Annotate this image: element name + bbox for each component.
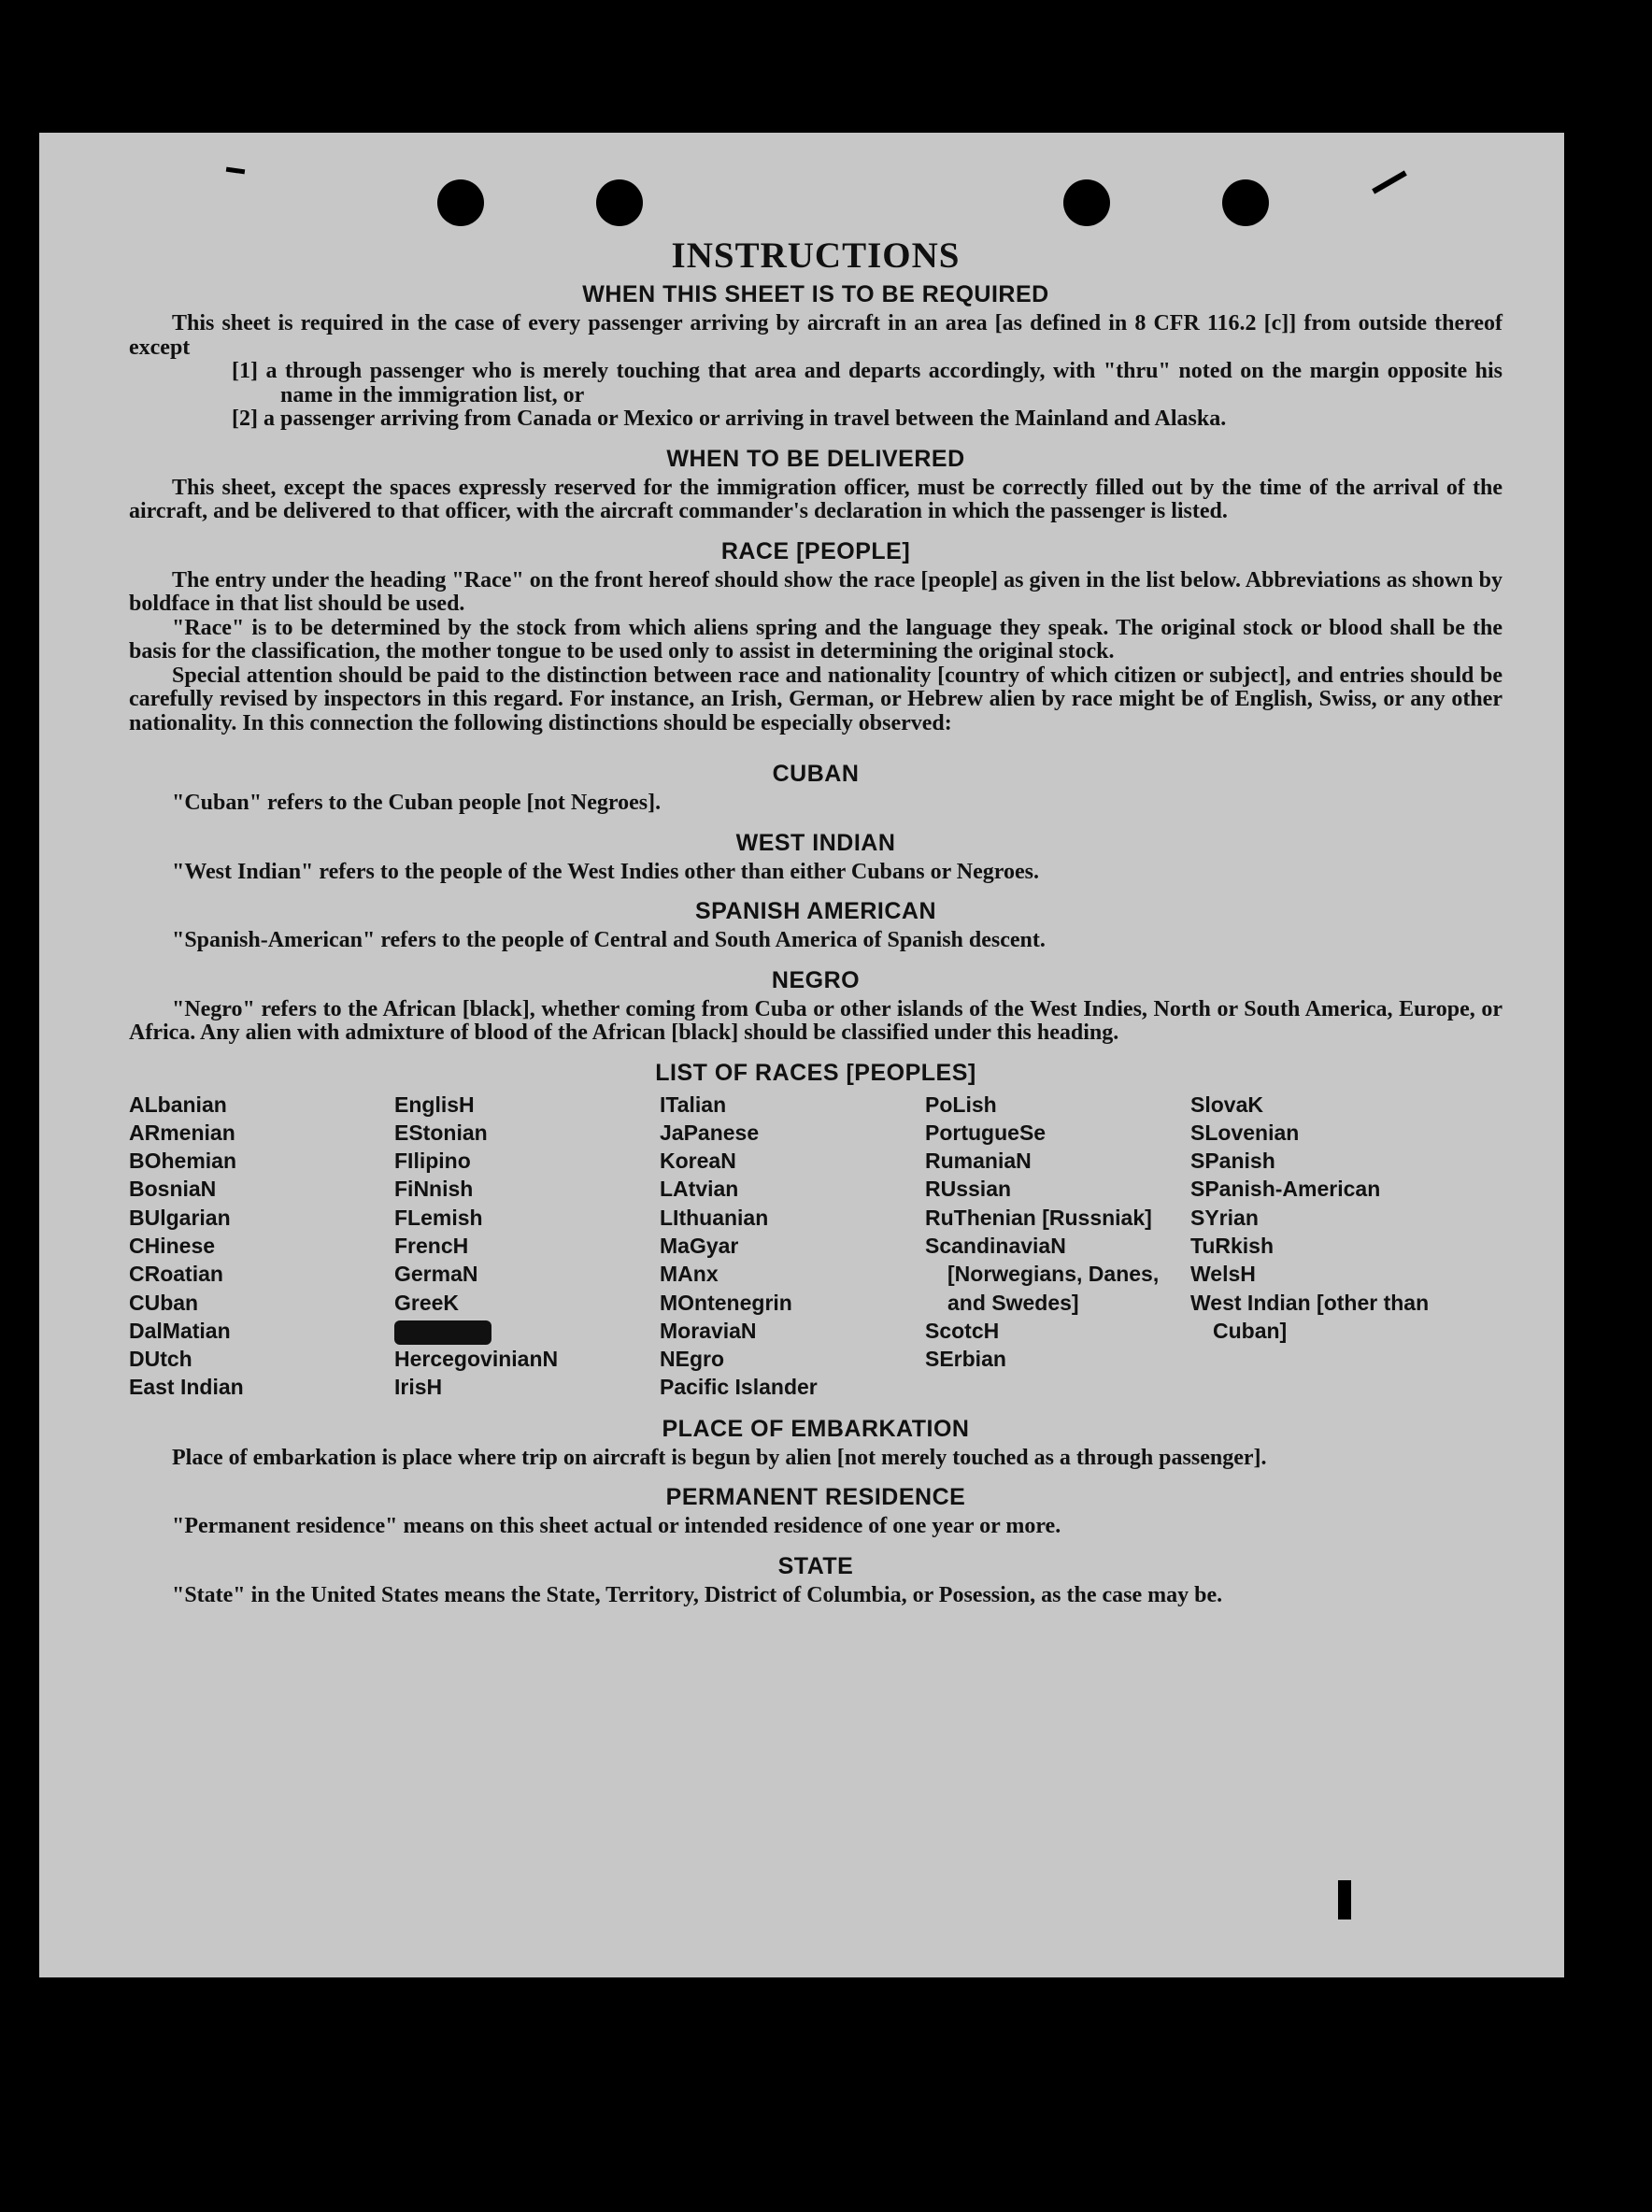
- heading-embarkation: PLACE OF EMBARKATION: [662, 1415, 970, 1442]
- race-item: SYrian: [1190, 1205, 1259, 1230]
- race-item: ALbanian: [129, 1092, 227, 1117]
- race-item: HercegovinianN: [394, 1347, 559, 1372]
- heading-race: RACE [PEOPLE]: [720, 537, 911, 564]
- race-item: ScandinaviaN [Norwegians, Danes, and Swedes]: [925, 1233, 1160, 1315]
- race-item: FLemish: [394, 1205, 483, 1230]
- race-item: TuRkish: [1190, 1233, 1275, 1258]
- races-column-4: [925, 1091, 1190, 1402]
- race-item: MoraviaN: [660, 1318, 757, 1343]
- race-item: East Indian: [129, 1375, 244, 1400]
- punch-hole-1: [437, 179, 484, 226]
- negro-text: "Negro" refers to the African [black], whether coming from Cuba or other islands of the West Indies, North or South America, Europe, or Africa. Any alien with admixture of blood of the African [black] should be classified under this heading.: [129, 996, 1502, 1045]
- race-item: RUssian: [925, 1177, 1012, 1202]
- race-item: MOntenegrin: [660, 1290, 792, 1315]
- exception-2: [2] a passenger arriving from Canada or Mexico or arriving in travel between the Mainland and Alaska.: [232, 407, 1227, 431]
- ink-mark-top-left: [226, 167, 246, 175]
- races-column-2: [394, 1091, 660, 1402]
- cuban-text: "Cuban" refers to the Cuban people [not Negroes].: [172, 791, 662, 815]
- race-item: NEgro: [660, 1347, 724, 1372]
- race-paragraph-2: "Race" is to be determined by the stock from which aliens spring and the language they speak. The original stock or blood shall be the basis for the classification, the mother tongue to be used only to assist in determining the original stock.: [129, 615, 1502, 664]
- punch-hole-3: [1063, 179, 1110, 226]
- race-item: MaGyar: [660, 1233, 739, 1258]
- race-item: FrencH: [394, 1233, 469, 1258]
- heading-when-delivered: WHEN TO BE DELIVERED: [666, 445, 965, 472]
- race-item: BUlgarian: [129, 1205, 231, 1230]
- race-item: ITalian: [660, 1092, 727, 1117]
- race-item: SlovaK: [1190, 1092, 1263, 1117]
- ink-mark-top-right: [1372, 170, 1407, 193]
- heading-spanish-american: SPANISH AMERICAN: [694, 898, 936, 924]
- race-item-redacted: [394, 1317, 660, 1345]
- race-item: EStonian: [394, 1120, 488, 1145]
- state-text: "State" in the United States means the State, Territory, District of Columbia, or Posession, as the case may be.: [172, 1582, 1223, 1607]
- race-item: EnglisH: [394, 1092, 475, 1117]
- race-item: IrisH: [394, 1375, 443, 1400]
- race-paragraph-3: Special attention should be paid to the distinction between race and nationality [country of which citizen or subject], and entries should be carefully revised by inspectors in this regard. For instance, an Irish, German, or Hebrew alien by race might be of English, Swiss, or any other nationality. In this connection the following distinctions should be especially observed:: [129, 663, 1502, 735]
- race-item: BOhemian: [129, 1149, 237, 1174]
- race-item: KoreaN: [660, 1149, 736, 1174]
- race-item: CUban: [129, 1290, 199, 1315]
- redaction-mark: [394, 1320, 491, 1345]
- permanent-residence-text: "Permanent residence" means on this sheet actual or intended residence of one year or more.: [172, 1514, 1061, 1539]
- punch-hole-2: [596, 179, 643, 226]
- race-item: CHinese: [129, 1233, 216, 1258]
- race-item: DalMatian: [129, 1318, 231, 1343]
- races-column-3: [660, 1091, 925, 1402]
- page-title: INSTRUCTIONS: [671, 235, 961, 276]
- race-item: ARmenian: [129, 1120, 235, 1145]
- race-item: MAnx: [660, 1262, 719, 1287]
- race-item: ScotcH: [925, 1318, 1000, 1343]
- race-item: RuThenian [Russniak]: [925, 1205, 1152, 1230]
- embarkation-text: Place of embarkation is place where trip on aircraft is begun by alien [not merely touched as a through passenger].: [172, 1445, 1267, 1470]
- race-item: SPanish: [1190, 1149, 1275, 1174]
- races-column-1: [129, 1091, 394, 1402]
- race-item: FiNnish: [394, 1177, 474, 1202]
- heading-when-required: WHEN THIS SHEET IS TO BE REQUIRED: [582, 281, 1049, 307]
- race-item: SPanish-American: [1190, 1177, 1381, 1202]
- race-item: WelsH: [1190, 1262, 1256, 1287]
- ink-mark-bottom-right: [1338, 1880, 1351, 1919]
- races-list: [129, 1091, 1502, 1402]
- heading-state: STATE: [777, 1552, 854, 1579]
- west-indian-text: "West Indian" refers to the people of the West Indies other than either Cubans or Negroes.: [172, 859, 1039, 884]
- race-item: GermaN: [394, 1262, 478, 1287]
- race-item: GreeK: [394, 1290, 460, 1315]
- race-item: CRoatian: [129, 1262, 223, 1287]
- race-paragraph-1: The entry under the heading "Race" on the front hereof should show the race [people] as given in the list below. Abbreviations as shown by boldface in that list should be used.: [129, 567, 1502, 616]
- race-item: JaPanese: [660, 1120, 760, 1145]
- heading-negro: NEGRO: [771, 966, 861, 993]
- races-column-5: [1190, 1091, 1452, 1402]
- race-item: West Indian [other than Cuban]: [1190, 1290, 1430, 1343]
- race-item: SLovenian: [1190, 1120, 1300, 1145]
- race-item: FIlipino: [394, 1149, 471, 1174]
- race-item: PortugueSe: [925, 1120, 1047, 1145]
- document-sheet: [39, 133, 1564, 1977]
- race-item: LIthuanian: [660, 1205, 769, 1230]
- race-item: RumaniaN: [925, 1149, 1032, 1174]
- exception-1: [1] a through passenger who is merely touching that area and departs accordingly, with "thru" noted on the margin opposite his name in the immigration list, or: [232, 359, 1502, 407]
- race-item: BosniaN: [129, 1177, 217, 1202]
- race-item: PoLish: [925, 1092, 997, 1117]
- race-item: Pacific Islander: [660, 1375, 818, 1400]
- race-item: SErbian: [925, 1347, 1006, 1372]
- instructions-content: [129, 235, 1502, 1607]
- punch-hole-4: [1222, 179, 1269, 226]
- race-item: DUtch: [129, 1347, 192, 1372]
- heading-list-of-races: LIST OF RACES [PEOPLES]: [655, 1059, 976, 1086]
- heading-west-indian: WEST INDIAN: [735, 829, 896, 856]
- when-required-intro: This sheet is required in the case of every passenger arriving by aircraft in an area [as defined in 8 CFR 116.2 [c]] from outside thereof except: [129, 311, 1502, 360]
- when-delivered-text: This sheet, except the spaces expressly reserved for the immigration officer, must be correctly filled out by the time of the arrival of the aircraft, and be delivered to that officer, with the aircraft commander's declaration in which the passenger is listed.: [129, 475, 1502, 523]
- race-item: LAtvian: [660, 1177, 739, 1202]
- heading-cuban: CUBAN: [772, 761, 860, 787]
- heading-permanent-residence: PERMANENT RESIDENCE: [665, 1484, 966, 1511]
- spanish-american-text: "Spanish-American" refers to the people of Central and South America of Spanish descent.: [172, 928, 1046, 952]
